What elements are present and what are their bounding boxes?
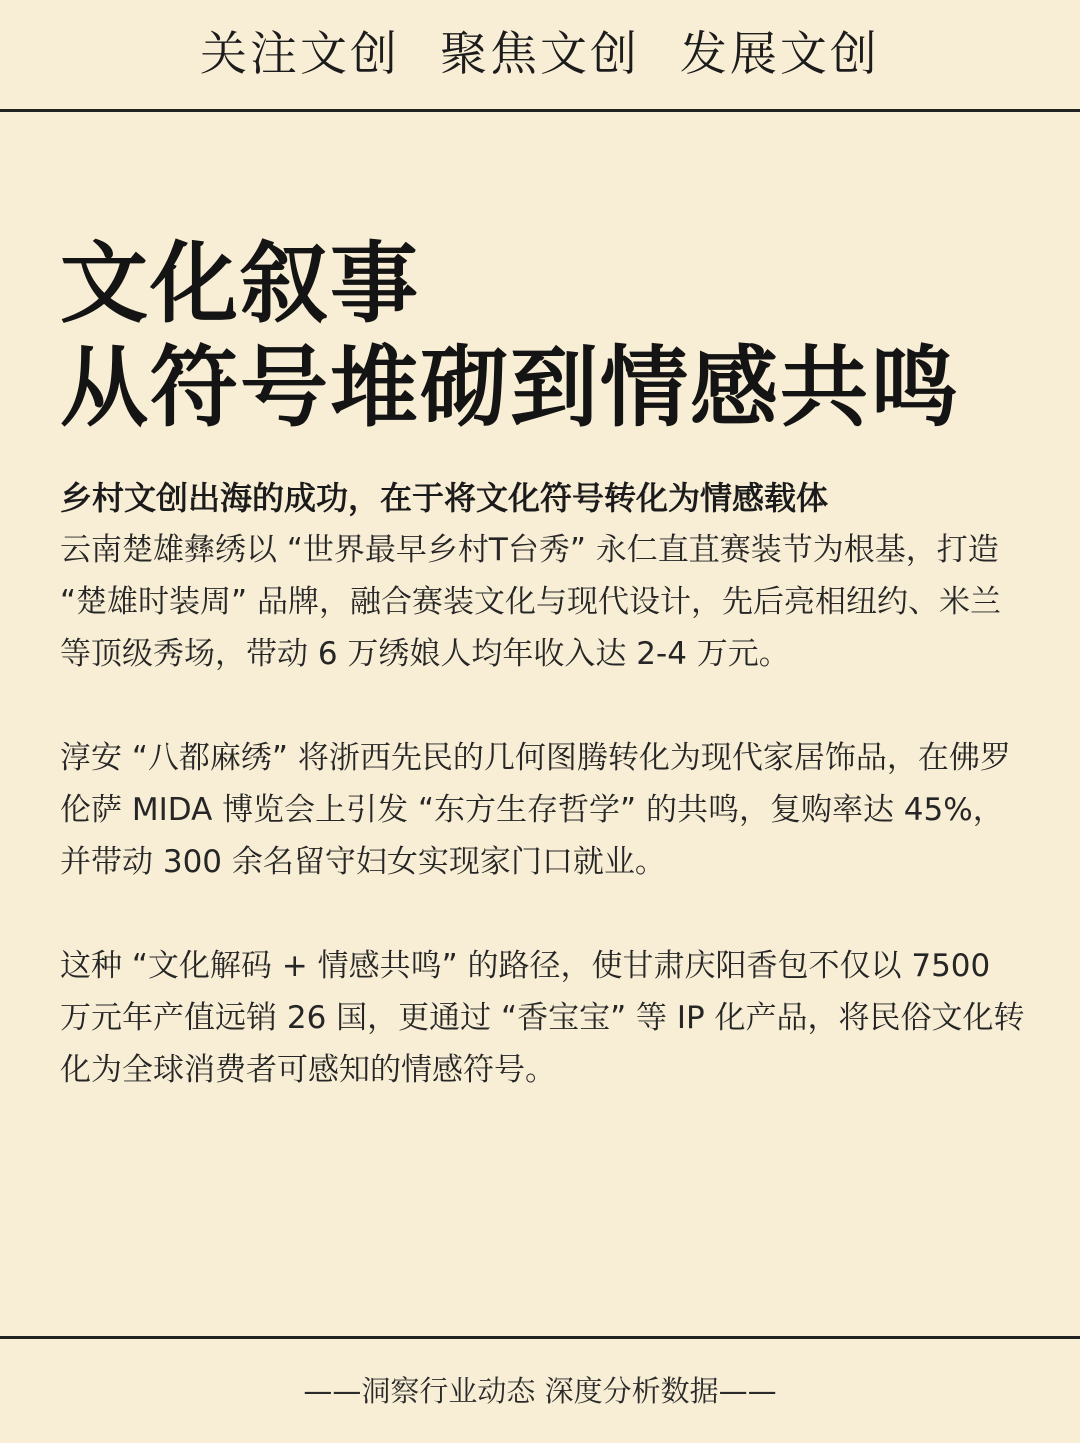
footer-tagline: ——洞察行业动态 深度分析数据—— — [303, 1373, 777, 1408]
article-body — [60, 472, 1030, 1148]
page-title — [60, 232, 1040, 440]
paragraph-qingyang-sachet: 这种 “文化解码 + 情感共鸣” 的路径，使甘肃庆阳香包不仅以 7500 万元年产值远销 26 国，更通过 “香宝宝” 等 IP 化产品，将民俗文化转化为全球消费者可感知的情感符号。 — [60, 948, 1025, 1088]
title-line-1: 文化叙事 — [60, 232, 421, 335]
title-line-2: 从符号堆砌到情感共鸣 — [60, 336, 961, 439]
header-bar — [0, 0, 1080, 112]
lead-sentence: 乡村文创出海的成功，在于将文化符号转化为情感载体 — [60, 479, 829, 517]
paragraph-badu-embroidery: 淳安 “八都麻绣” 将浙西先民的几何图腾转化为现代家居饰品，在佛罗伦萨 MIDA 博览会上引发 “东方生存哲学” 的共鸣，复购率达 45%，并带动 300 余名留守妇女实现家门口就业。 — [60, 740, 1011, 880]
header-slogan: 关注文创 聚焦文创 发展文创 — [200, 27, 880, 82]
footer-bar — [0, 1336, 1080, 1443]
paragraph-chuxiong-embroidery: 云南楚雄彝绣以 “世界最早乡村T台秀” 永仁直苴赛装节为根基，打造 “楚雄时装周” 品牌，融合赛装文化与现代设计，先后亮相纽约、米兰等顶级秀场，带动 6 万绣娘人均年收入达 2-4 万元。 — [60, 532, 1001, 672]
